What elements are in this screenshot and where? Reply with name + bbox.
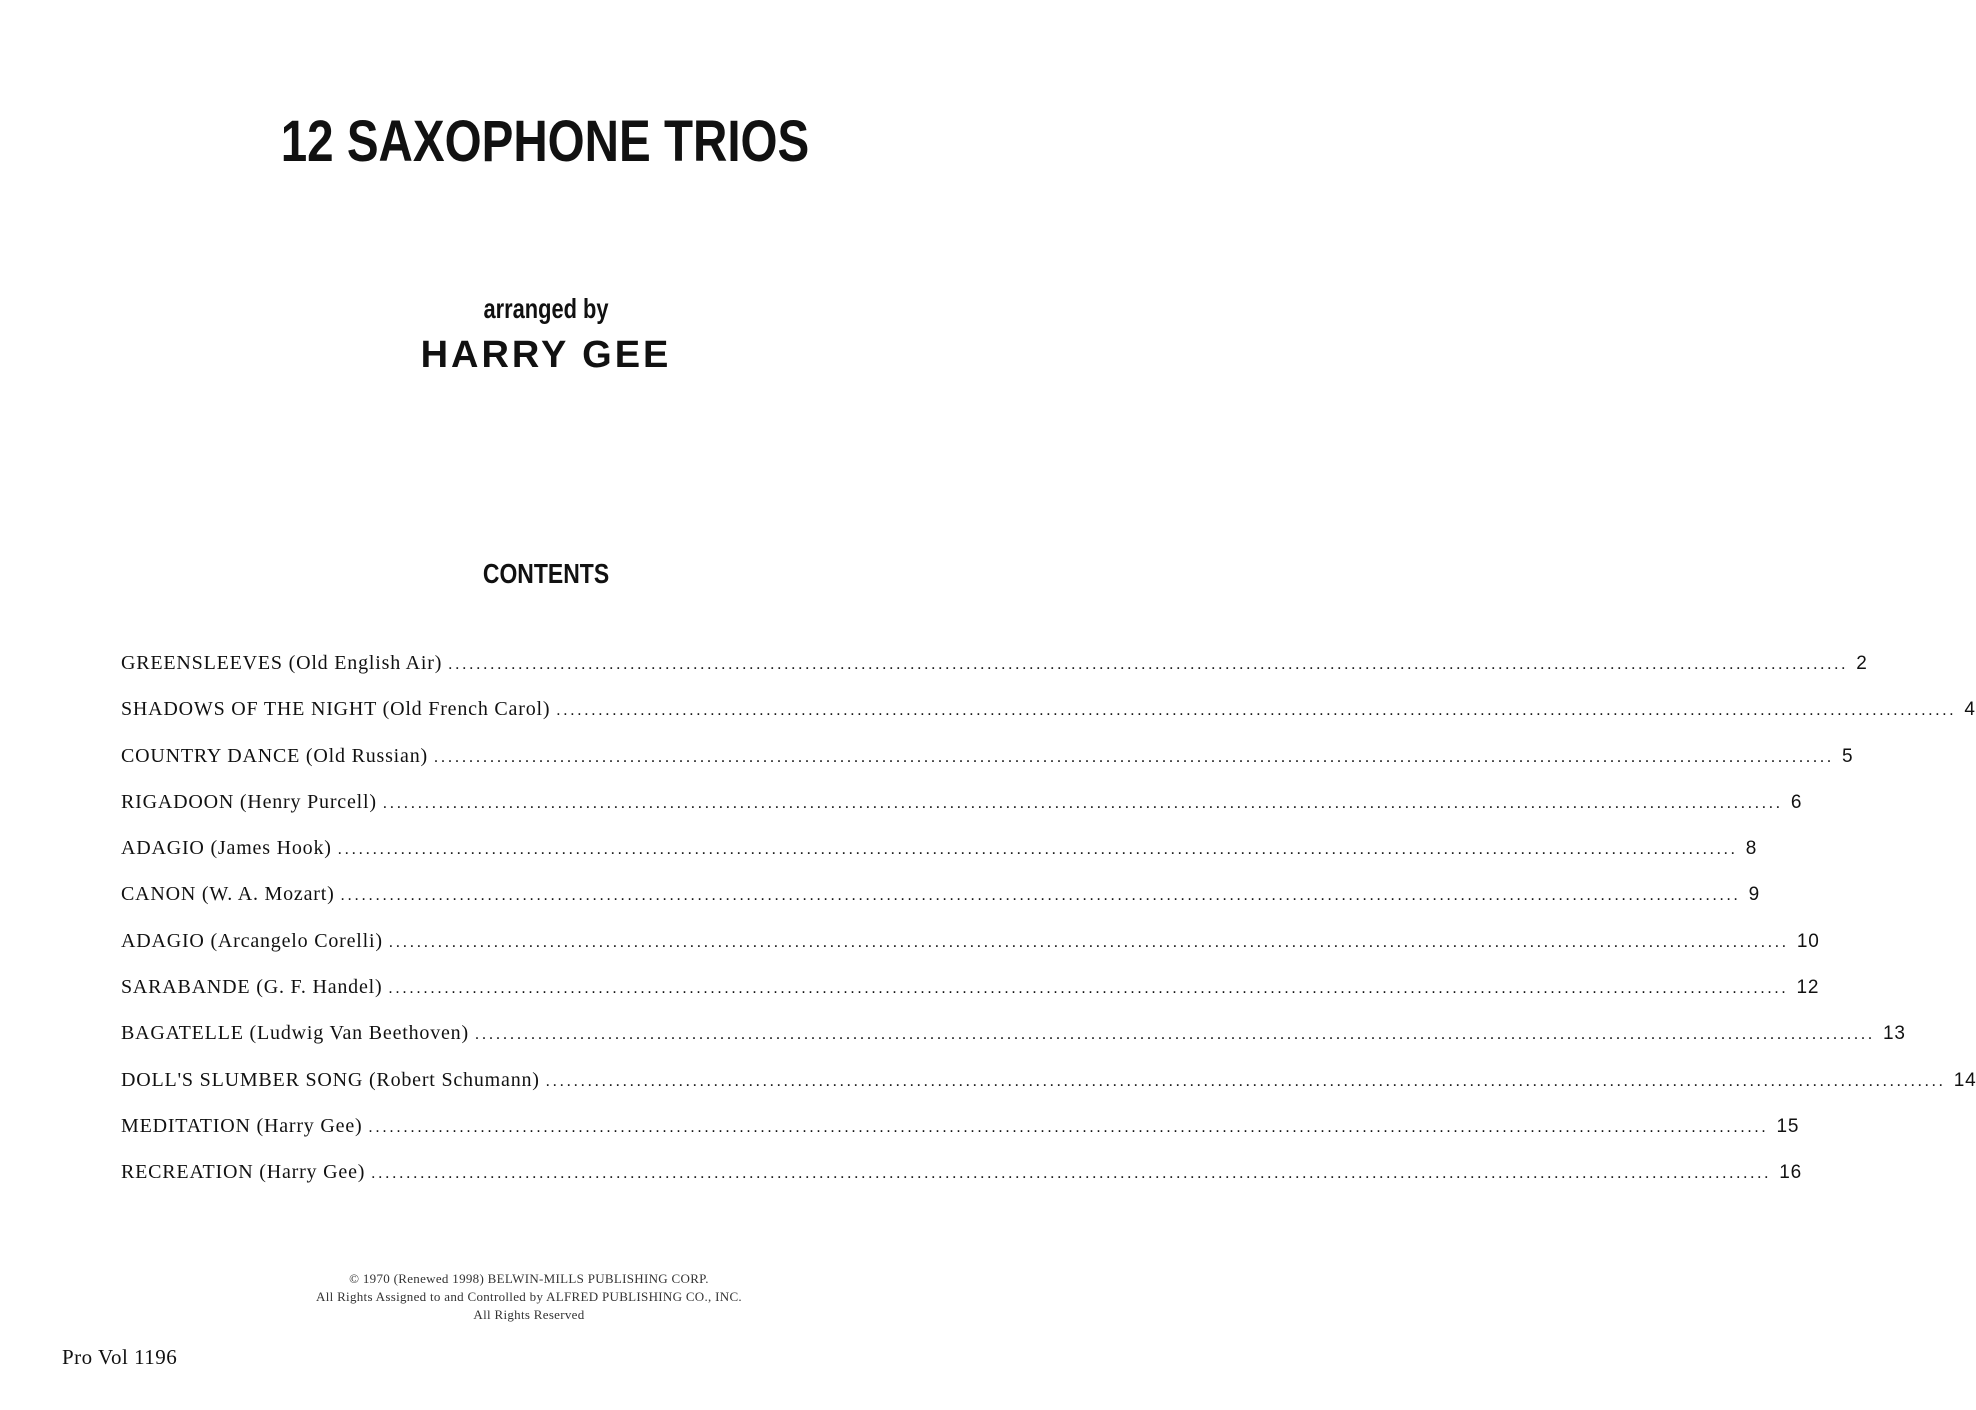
- toc-entry: [121, 1161, 1802, 1207]
- page-title: 12 SAXOPHONE TRIOS: [280, 109, 810, 174]
- dot-leader: ........................................................................................................................................................................................................: [371, 1165, 1772, 1183]
- catalog-number: Pro Vol 1196: [62, 1345, 178, 1369]
- contents-heading: CONTENTS: [482, 558, 610, 589]
- toc-entry-page: 16: [1779, 1162, 1802, 1184]
- toc-entry-page: 6: [1790, 791, 1803, 813]
- toc-entry: [121, 1022, 1906, 1068]
- toc-entry: [121, 837, 1758, 883]
- toc-entry: [121, 929, 1820, 976]
- dot-leader: ........................................................................................................................................................................................................: [556, 702, 1957, 720]
- toc-entry-title: BAGATELLE (Ludwig Van Beethoven): [121, 1022, 469, 1045]
- dot-leader: ........................................................................................................................................................................................................: [368, 1118, 1769, 1136]
- copyright-line: All Rights Assigned to and Controlled by ALFRED PUBLISHING CO., INC.: [316, 1289, 742, 1304]
- toc-entry: [121, 744, 1854, 791]
- arranger-name: HARRY GEE: [420, 334, 672, 376]
- toc-entry: [121, 883, 1760, 929]
- arranged-by-label: arranged by: [483, 293, 609, 324]
- toc-entry: [121, 1114, 1800, 1161]
- toc-entry: [121, 698, 1976, 744]
- toc-entry-page: 10: [1796, 930, 1820, 952]
- toc-entry-title: SARABANDE (G. F. Handel): [121, 976, 383, 999]
- toc-entry-page: 2: [1856, 653, 1868, 674]
- toc-entry-title: MEDITATION (Harry Gee): [121, 1114, 363, 1137]
- toc-entry-title: DOLL'S SLUMBER SONG (Robert Schumann): [121, 1068, 540, 1091]
- toc-entry: [121, 652, 1868, 698]
- copyright-notice: [0, 1270, 1058, 1324]
- dot-leader: ........................................................................................................................................................................................................: [388, 980, 1789, 998]
- toc-entry-page: 14: [1953, 1069, 1976, 1091]
- table-of-contents: [121, 652, 1976, 1208]
- toc-entry-title: GREENSLEEVES (Old English Air): [121, 652, 443, 674]
- dot-leader: ........................................................................................................................................................................................................: [448, 656, 1849, 673]
- dot-leader: ........................................................................................................................................................................................................: [474, 1026, 1875, 1044]
- dot-leader: ........................................................................................................................................................................................................: [545, 1072, 1946, 1090]
- copyright-line: © 1970 (Renewed 1998) BELWIN-MILLS PUBLISHING CORP.: [349, 1271, 709, 1286]
- toc-entry-page: 8: [1745, 838, 1758, 860]
- copyright-line: All Rights Reserved: [473, 1307, 585, 1322]
- dot-leader: ........................................................................................................................................................................................................: [388, 933, 1789, 951]
- toc-entry-page: 13: [1882, 1023, 1906, 1045]
- toc-entry-title: RECREATION (Harry Gee): [121, 1161, 366, 1184]
- toc-entry: [121, 976, 1820, 1022]
- toc-entry-title: ADAGIO (James Hook): [121, 837, 332, 860]
- dot-leader: ........................................................................................................................................................................................................: [433, 748, 1834, 766]
- toc-entry: [121, 1068, 1976, 1115]
- dot-leader: ........................................................................................................................................................................................................: [340, 887, 1741, 905]
- toc-entry-title: COUNTRY DANCE (Old Russian): [121, 744, 428, 767]
- toc-entry-title: SHADOWS OF THE NIGHT (Old French Carol): [121, 698, 551, 721]
- dot-leader: ........................................................................................................................................................................................................: [337, 841, 1738, 859]
- toc-entry-title: CANON (W. A. Mozart): [121, 883, 335, 906]
- toc-entry-title: RIGADOON (Henry Purcell): [121, 790, 377, 813]
- toc-entry-page: 5: [1841, 745, 1854, 767]
- dot-leader: ........................................................................................................................................................................................................: [382, 794, 1783, 812]
- toc-entry-page: 4: [1964, 699, 1976, 721]
- toc-entry: [121, 790, 1803, 837]
- toc-entry-page: 15: [1776, 1115, 1800, 1137]
- toc-entry-page: 12: [1796, 977, 1820, 999]
- toc-entry-page: 9: [1748, 884, 1760, 906]
- toc-entry-title: ADAGIO (Arcangelo Corelli): [121, 929, 383, 952]
